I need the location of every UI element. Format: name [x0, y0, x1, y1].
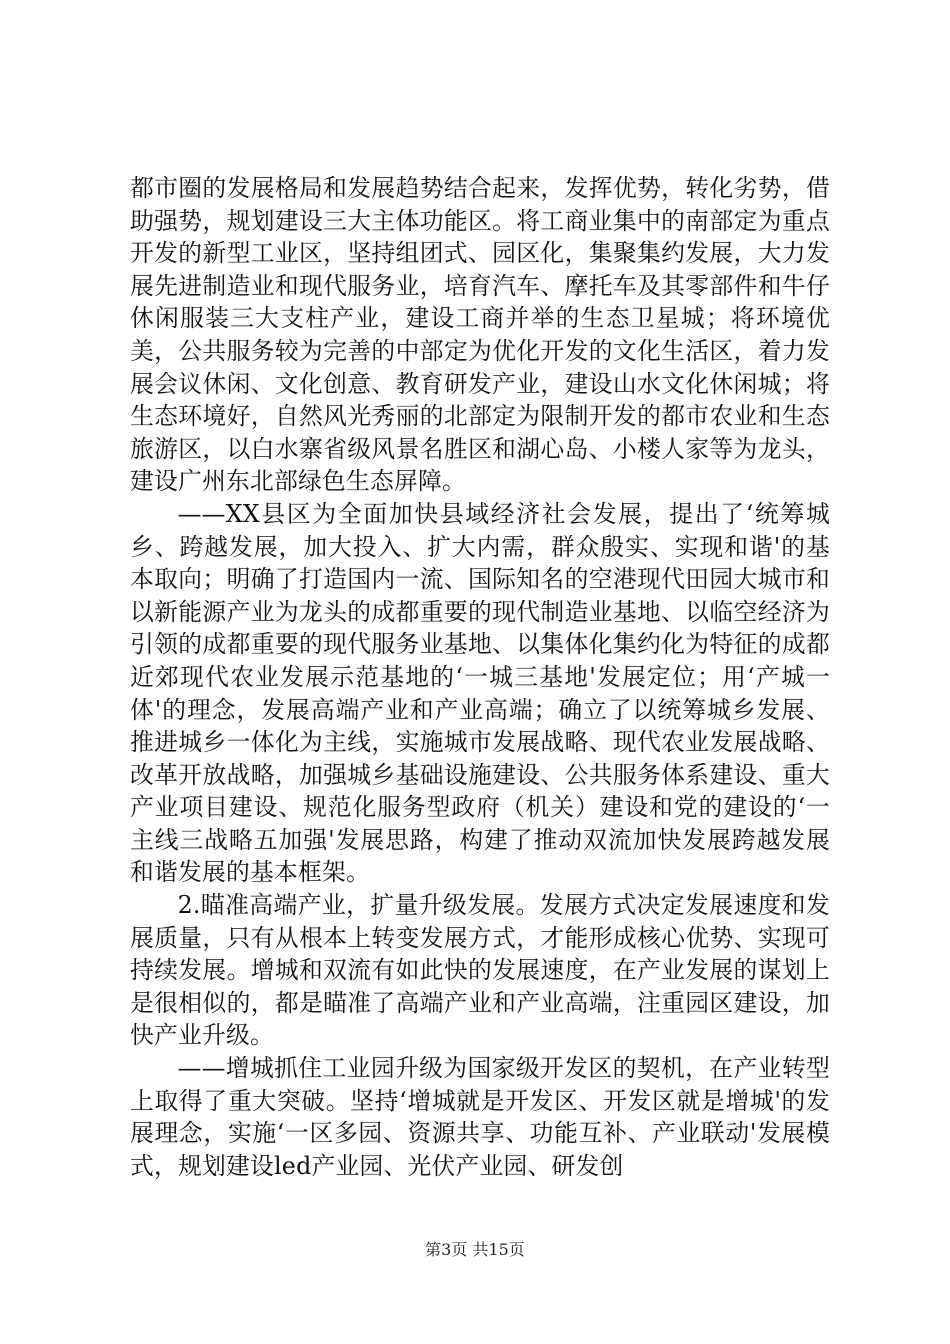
- paragraph-2: ——XX县区为全面加快县域经济社会发展，提出了‘统筹城乡、跨越发展，加大投入、扩大内需，群众殷实、实现和谐'的基本取向；明确了打造国内一流、国际知名的空港现代田园大城市和以新能源产业为龙头的成都重要的现代制造业基地、以临空经济为引领的成都重要的现代服务业基地、以集体化集约化为特征的成都近郊现代农业发展示范基地的‘一城三基地'发展定位；用‘产城一体'的理念，发展高端产业和产业高端；确立了以统筹城乡发展、推进城乡一体化为主线，实施城市发展战略、现代农业发展战略、改革开放战略，加强城乡基础设施建设、公共服务体系建设、重大产业项目建设、规范化服务型政府（机关）建设和党的建设的‘一主线三战略五加强'发展思路，构建了推动双流加快发展跨越发展和谐发展的基本框架。: [130, 499, 830, 887]
- paragraph-3: 2.瞄准高端产业，扩量升级发展。发展方式决定发展速度和发展质量，只有从根本上转变发展方式，才能形成核心优势、实现可持续发展。增城和双流有如此快的发展速度，在产业发展的谋划上是很相似的，都是瞄准了高端产业和产业高端，注重园区建设，加快产业升级。: [130, 891, 830, 1050]
- paragraph-4: ——增城抓住工业园升级为国家级开发区的契机，在产业转型上取得了重大突破。坚持‘增城就是开发区、开发区就是增城'的发展理念，实施‘一区多园、资源共享、功能互补、产业联动'发展模式，规划建设led产业园、光伏产业园、研发创: [130, 1054, 830, 1180]
- page-footer: [0, 1239, 950, 1261]
- page-number-label: 第3页 共15页: [425, 1240, 525, 1259]
- paragraph-1: 都市圈的发展格局和发展趋势结合起来，发挥优势，转化劣势，借助强势，规划建设三大主体功能区。将工商业集中的南部定为重点开发的新型工业区，坚持组团式、园区化，集聚集约发展，大力发展先进制造业和现代服务业，培育汽车、摩托车及其零部件和牛仔休闲服装三大支柱产业，建设工商并举的生态卫星城；将环境优美，公共服务较为完善的中部定为优化开发的文化生活区，着力发展会议休闲、文化创意、教育研发产业，建设山水文化休闲城；将生态环境好，自然风光秀丽的北部定为限制开发的都市农业和生态旅游区，以白水寨省级风景名胜区和湖心岛、小楼人家等为龙头，建设广州东北部绿色生态屏障。: [130, 174, 830, 496]
- body-text: [130, 172, 830, 1182]
